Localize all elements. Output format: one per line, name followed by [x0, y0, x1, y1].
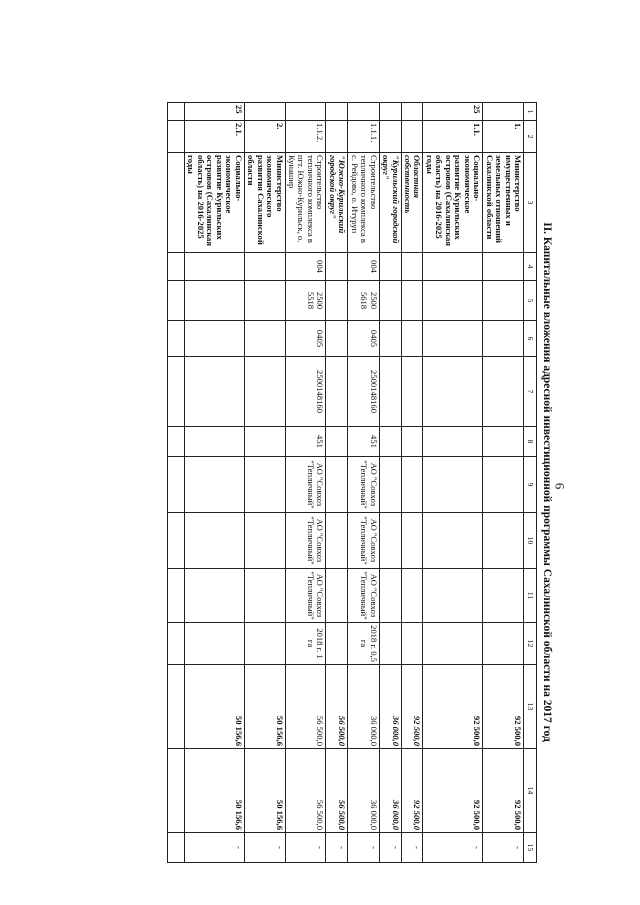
table-cell-c14	[168, 749, 185, 833]
table-cell-c5: 2500 5518	[285, 281, 326, 321]
table-cell-c15: -	[244, 833, 285, 863]
column-number-10: 10	[524, 513, 537, 569]
table-cell-c11	[401, 569, 423, 623]
table-cell-c14: 36 000,0	[379, 749, 401, 833]
table-cell-c12: 2018 г. 0,5 га	[348, 623, 379, 665]
table-cell-c9	[244, 457, 285, 513]
table-cell-c11	[185, 569, 245, 623]
table-cell-c10	[244, 513, 285, 569]
table-cell-c11	[168, 569, 185, 623]
column-number-13: 13	[524, 665, 537, 749]
table-cell-c8	[185, 427, 245, 457]
column-number-6: 6	[524, 321, 537, 357]
table-cell-c7	[423, 357, 483, 427]
table-cell-c10	[483, 513, 524, 569]
table-cell-c5	[379, 281, 401, 321]
table-cell-c15: -	[401, 833, 423, 863]
table-cell-c4	[326, 253, 348, 281]
table-cell-c6	[483, 321, 524, 357]
column-number-3: 3	[524, 153, 537, 253]
table-cell-c6: 0405	[348, 321, 379, 357]
table-cell-c2: 1.1.2.	[285, 121, 326, 153]
column-number-5: 5	[524, 281, 537, 321]
table-cell-c2	[168, 121, 185, 153]
table-row	[244, 103, 285, 863]
table-cell-c4	[185, 253, 245, 281]
table-cell-c7: 2500148160	[348, 357, 379, 427]
column-number-9: 9	[524, 457, 537, 513]
table-cell-c12	[168, 623, 185, 665]
table-cell-c7	[401, 357, 423, 427]
table-cell-c5: 2500 5618	[348, 281, 379, 321]
table-cell-c14: 50 156,6	[244, 749, 285, 833]
table-cell-c9	[423, 457, 483, 513]
table-row	[379, 103, 401, 863]
table-cell-c7	[483, 357, 524, 427]
table-cell-c15: -	[348, 833, 379, 863]
table-cell-c7	[244, 357, 285, 427]
table-cell-c4	[401, 253, 423, 281]
table-cell-c15: -	[483, 833, 524, 863]
table-cell-c3: Областная собственность	[401, 153, 423, 253]
table-cell-c13: 92 500,0	[423, 665, 483, 749]
table-cell-c13: 92 500,0	[401, 665, 423, 749]
column-number-7: 7	[524, 357, 537, 427]
table-cell-c8: 451	[285, 427, 326, 457]
column-number-11: 11	[524, 569, 537, 623]
table-cell-c5	[423, 281, 483, 321]
table-cell-c9	[326, 457, 348, 513]
table-cell-c1	[168, 103, 185, 121]
table-cell-c1	[348, 103, 379, 121]
table-cell-c13: 56 500,0	[285, 665, 326, 749]
table-cell-c5	[185, 281, 245, 321]
table-cell-c1: 25	[423, 103, 483, 121]
table-cell-c14: 36 000,0	[348, 749, 379, 833]
column-number-15: 15	[524, 833, 537, 863]
table-cell-c15	[168, 833, 185, 863]
table-row	[348, 103, 379, 863]
table-cell-c1: 25	[185, 103, 245, 121]
investment-table	[167, 102, 537, 863]
table-cell-c8	[483, 427, 524, 457]
table-cell-c5	[244, 281, 285, 321]
table-cell-c4	[244, 253, 285, 281]
table-cell-c11	[379, 569, 401, 623]
table-cell-c4	[168, 253, 185, 281]
column-number-row	[524, 103, 537, 863]
table-cell-c1	[401, 103, 423, 121]
table-cell-c1	[326, 103, 348, 121]
table-cell-c6	[423, 321, 483, 357]
table-cell-c14: 92 500,0	[401, 749, 423, 833]
table-cell-c13: 50 156,6	[185, 665, 245, 749]
table-cell-c2	[379, 121, 401, 153]
table-cell-c7: 2500148160	[285, 357, 326, 427]
table-cell-c15: -	[185, 833, 245, 863]
column-number-2: 2	[524, 121, 537, 153]
table-cell-c9	[401, 457, 423, 513]
table-cell-c1	[244, 103, 285, 121]
table-cell-c8	[326, 427, 348, 457]
table-cell-c13: 56 500,0	[326, 665, 348, 749]
table-cell-c12	[401, 623, 423, 665]
table-cell-c11: АО "Совхоз "Тепличный"	[348, 569, 379, 623]
table-cell-c3: Социально-экономическое развитие Курильских островов (Сахалинская область) на 2016-2025 годы	[185, 153, 245, 253]
table-cell-c13: 36 000,0	[379, 665, 401, 749]
table-cell-c9	[168, 457, 185, 513]
table-cell-c14: 92 500,0	[483, 749, 524, 833]
table-cell-c7	[168, 357, 185, 427]
table-cell-c3: Строительство тепличного комплекса в с. Рейдово, о. Итуруп	[348, 153, 379, 253]
table-cell-c4: 004	[348, 253, 379, 281]
table-cell-c14: 92 500,0	[423, 749, 483, 833]
table-cell-c1	[285, 103, 326, 121]
table-cell-c2: 1.1.1.	[348, 121, 379, 153]
table-cell-c12	[185, 623, 245, 665]
table-cell-c10	[401, 513, 423, 569]
table-cell-c12: 2018 г. 1 га	[285, 623, 326, 665]
table-cell-c9	[379, 457, 401, 513]
table-row	[326, 103, 348, 863]
table-cell-c5	[168, 281, 185, 321]
column-number-8: 8	[524, 427, 537, 457]
table-cell-c14: 56 500,0	[326, 749, 348, 833]
page-number: 6	[552, 482, 568, 490]
table-cell-c10	[168, 513, 185, 569]
table-cell-c9: АО "Совхоз "Тепличный"	[348, 457, 379, 513]
table-cell-c7	[326, 357, 348, 427]
document-sheet	[95, 102, 555, 862]
section-title: II. Капитальные вложения адресной инвестиционной программы Сахалинской области на 2017 год	[541, 222, 553, 742]
table-cell-c11: АО "Совхоз "Тепличный"	[285, 569, 326, 623]
table-cell-c6	[168, 321, 185, 357]
table-cell-c10	[326, 513, 348, 569]
table-cell-c9	[185, 457, 245, 513]
table-cell-c10	[423, 513, 483, 569]
column-number-4: 4	[524, 253, 537, 281]
table-cell-c3	[168, 153, 185, 253]
table-cell-c15: -	[285, 833, 326, 863]
table-cell-c6	[326, 321, 348, 357]
table-cell-c10: АО "Совхоз "Тепличный"	[348, 513, 379, 569]
table-cell-c15: -	[326, 833, 348, 863]
table-cell-c13: 92 500,0	[483, 665, 524, 749]
table-cell-c9	[483, 457, 524, 513]
table-cell-c12	[423, 623, 483, 665]
table-cell-c3: Социально-экономическое развитие Курильских островов (Сахалинская область) на 2016-2025 годы	[423, 153, 483, 253]
table-cell-c6	[244, 321, 285, 357]
table-cell-c2	[401, 121, 423, 153]
table-cell-c13	[168, 665, 185, 749]
table-cell-c10	[379, 513, 401, 569]
table-cell-c12	[379, 623, 401, 665]
table-cell-c8	[401, 427, 423, 457]
table-cell-c7	[185, 357, 245, 427]
table-cell-c12	[244, 623, 285, 665]
table-cell-c4	[379, 253, 401, 281]
table-cell-c5	[326, 281, 348, 321]
table-cell-c3: "Южно-Курильский городской округ"	[326, 153, 348, 253]
table-row	[185, 103, 245, 863]
table-cell-c6: 0405	[285, 321, 326, 357]
table-cell-c6	[401, 321, 423, 357]
table-cell-c11	[423, 569, 483, 623]
table-cell-c9: АО "Совхоз "Тепличный"	[285, 457, 326, 513]
table-cell-c8: 451	[348, 427, 379, 457]
table-cell-c2: 2.1.	[185, 121, 245, 153]
table-cell-c14: 50 156,6	[185, 749, 245, 833]
table-cell-c12	[483, 623, 524, 665]
table-cell-c2: 1.1.	[423, 121, 483, 153]
table-cell-c14: 56 500,0	[285, 749, 326, 833]
table-cell-c4: 004	[285, 253, 326, 281]
table-cell-c8	[423, 427, 483, 457]
table-cell-c4	[483, 253, 524, 281]
table-cell-c3: Министерство имущественных и земельных отношений Сахалинской области	[483, 153, 524, 253]
table-cell-c5	[401, 281, 423, 321]
table-row	[401, 103, 423, 863]
table-cell-c15: -	[379, 833, 401, 863]
table-cell-c8	[244, 427, 285, 457]
table-cell-c2: 1.	[483, 121, 524, 153]
table-row	[285, 103, 326, 863]
table-cell-c3: "Курильский городской округ"	[379, 153, 401, 253]
table-cell-c6	[185, 321, 245, 357]
table-cell-c5	[483, 281, 524, 321]
table-row	[483, 103, 524, 863]
table-cell-c3: Строительство тепличного комплекса в пгт. Южно-Курильск, о. Кунашир	[285, 153, 326, 253]
column-number-12: 12	[524, 623, 537, 665]
table-cell-c10: АО "Совхоз "Тепличный"	[285, 513, 326, 569]
table-cell-c3: Министерство экономического развития Сахалинской области	[244, 153, 285, 253]
table-cell-c11	[244, 569, 285, 623]
table-cell-c4	[423, 253, 483, 281]
table-cell-c13: 36 000,0	[348, 665, 379, 749]
table-row	[168, 103, 185, 863]
table-cell-c6	[379, 321, 401, 357]
rotated-content	[95, 102, 555, 862]
table-cell-c12	[326, 623, 348, 665]
table-cell-c7	[379, 357, 401, 427]
column-number-1: 1	[524, 103, 537, 121]
column-number-14: 14	[524, 749, 537, 833]
table-cell-c8	[168, 427, 185, 457]
table-body	[168, 103, 537, 863]
table-cell-c13: 50 156,6	[244, 665, 285, 749]
table-cell-c1	[379, 103, 401, 121]
table-cell-c11	[326, 569, 348, 623]
table-row	[423, 103, 483, 863]
table-cell-c10	[185, 513, 245, 569]
table-cell-c11	[483, 569, 524, 623]
table-cell-c15: -	[423, 833, 483, 863]
table-cell-c8	[379, 427, 401, 457]
table-cell-c2: 2.	[244, 121, 285, 153]
table-cell-c2	[326, 121, 348, 153]
table-cell-c1	[483, 103, 524, 121]
